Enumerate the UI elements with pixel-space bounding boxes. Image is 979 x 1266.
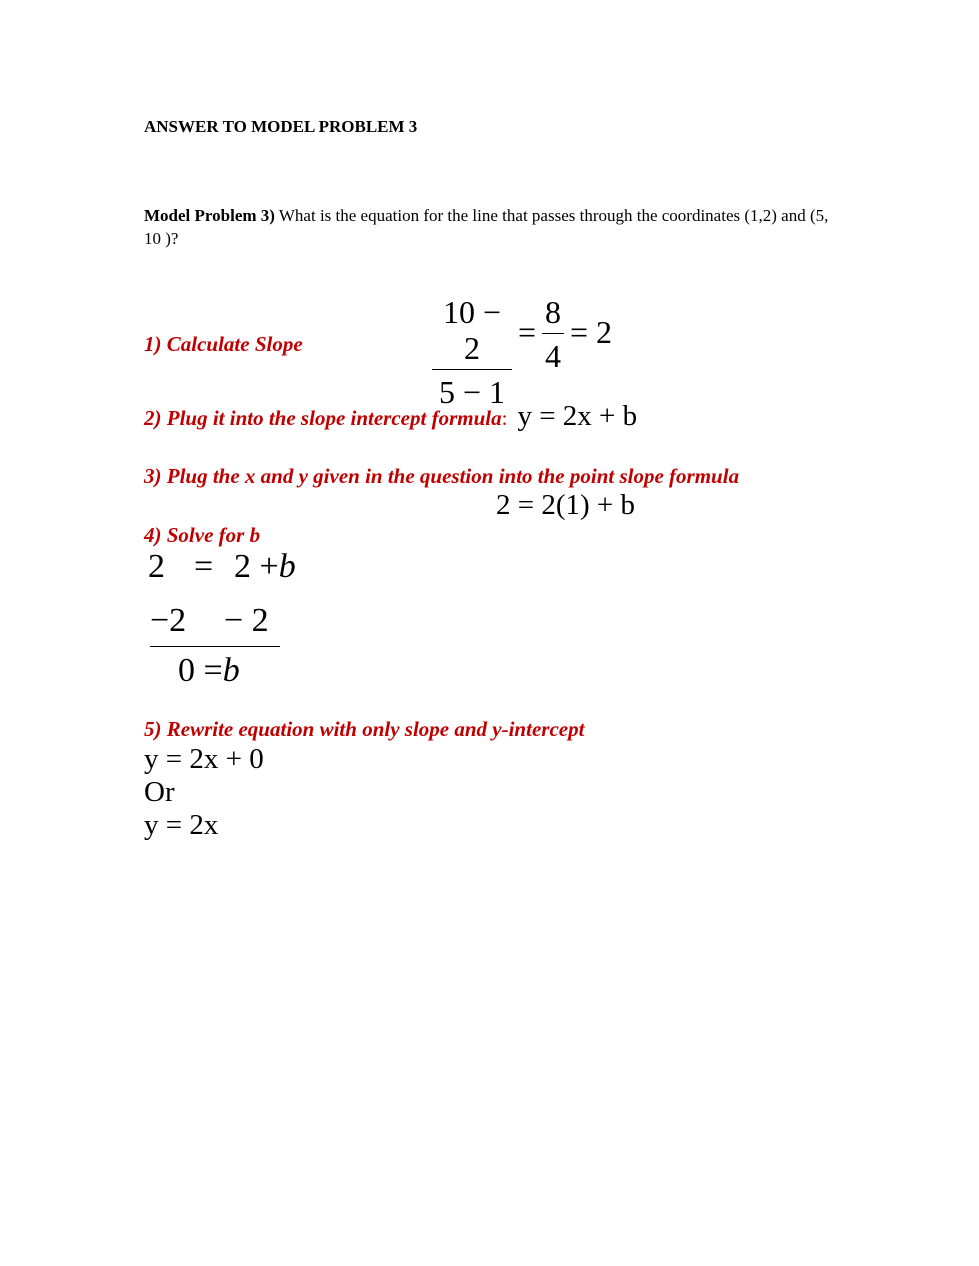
step2-equation: y = 2x + b xyxy=(517,400,638,432)
final-or: Or xyxy=(144,776,175,808)
step3-label: 3) Plug the x and y given in the question into the point slope formula xyxy=(144,464,740,488)
solve-line-1-constant: 2 + xyxy=(234,548,279,585)
slope-fraction-1-denominator: 5 − 1 xyxy=(438,374,506,410)
page-title: ANSWER TO MODEL PROBLEM 3 xyxy=(144,117,418,136)
problem-label: Model Problem 3) xyxy=(144,206,275,225)
slope-result: = 2 xyxy=(570,314,613,350)
final-equation-2: y = 2x xyxy=(144,809,219,841)
step3-equation: 2 = 2(1) + b xyxy=(496,489,636,521)
solve-line-2-right: − 2 xyxy=(224,602,269,639)
equals-sign-1: = xyxy=(518,314,537,350)
step1-label: 1) Calculate Slope xyxy=(144,332,303,356)
solve-line-1-right xyxy=(234,548,296,586)
final-equation-1: y = 2x + 0 xyxy=(144,743,264,775)
step5-label: 5) Rewrite equation with only slope and y-intercept xyxy=(144,717,585,741)
solve-line-3-left: 0 = xyxy=(178,652,223,689)
fraction-bar xyxy=(542,333,564,334)
problem-text: What is the equation for the line that passes through the coordinates (1,2) and (5, 10 )? xyxy=(144,206,829,248)
slope-fraction-2-denominator: 4 xyxy=(545,338,561,374)
solve-divider xyxy=(150,646,280,647)
solve-line-1-left: 2 xyxy=(148,548,165,585)
solve-line-1-equals: = xyxy=(194,548,214,585)
solve-line-3-variable: b xyxy=(222,652,240,689)
step2-label: 2) Plug it into the slope intercept formula xyxy=(144,406,502,430)
fraction-bar xyxy=(432,369,512,370)
problem-statement xyxy=(144,204,844,250)
solve-line-1-variable: b xyxy=(278,548,296,585)
slope-fraction-2 xyxy=(542,294,564,374)
slope-fraction-2-numerator: 8 xyxy=(545,294,561,330)
step4-label: 4) Solve for b xyxy=(144,523,261,547)
slope-fraction-1-numerator: 10 − 2 xyxy=(442,294,502,366)
step2 xyxy=(144,400,637,433)
solve-line-2-left: −2 xyxy=(150,602,187,639)
slope-fraction-1 xyxy=(432,294,512,410)
solve-line-3 xyxy=(178,652,240,690)
step2-colon: : xyxy=(501,406,508,430)
